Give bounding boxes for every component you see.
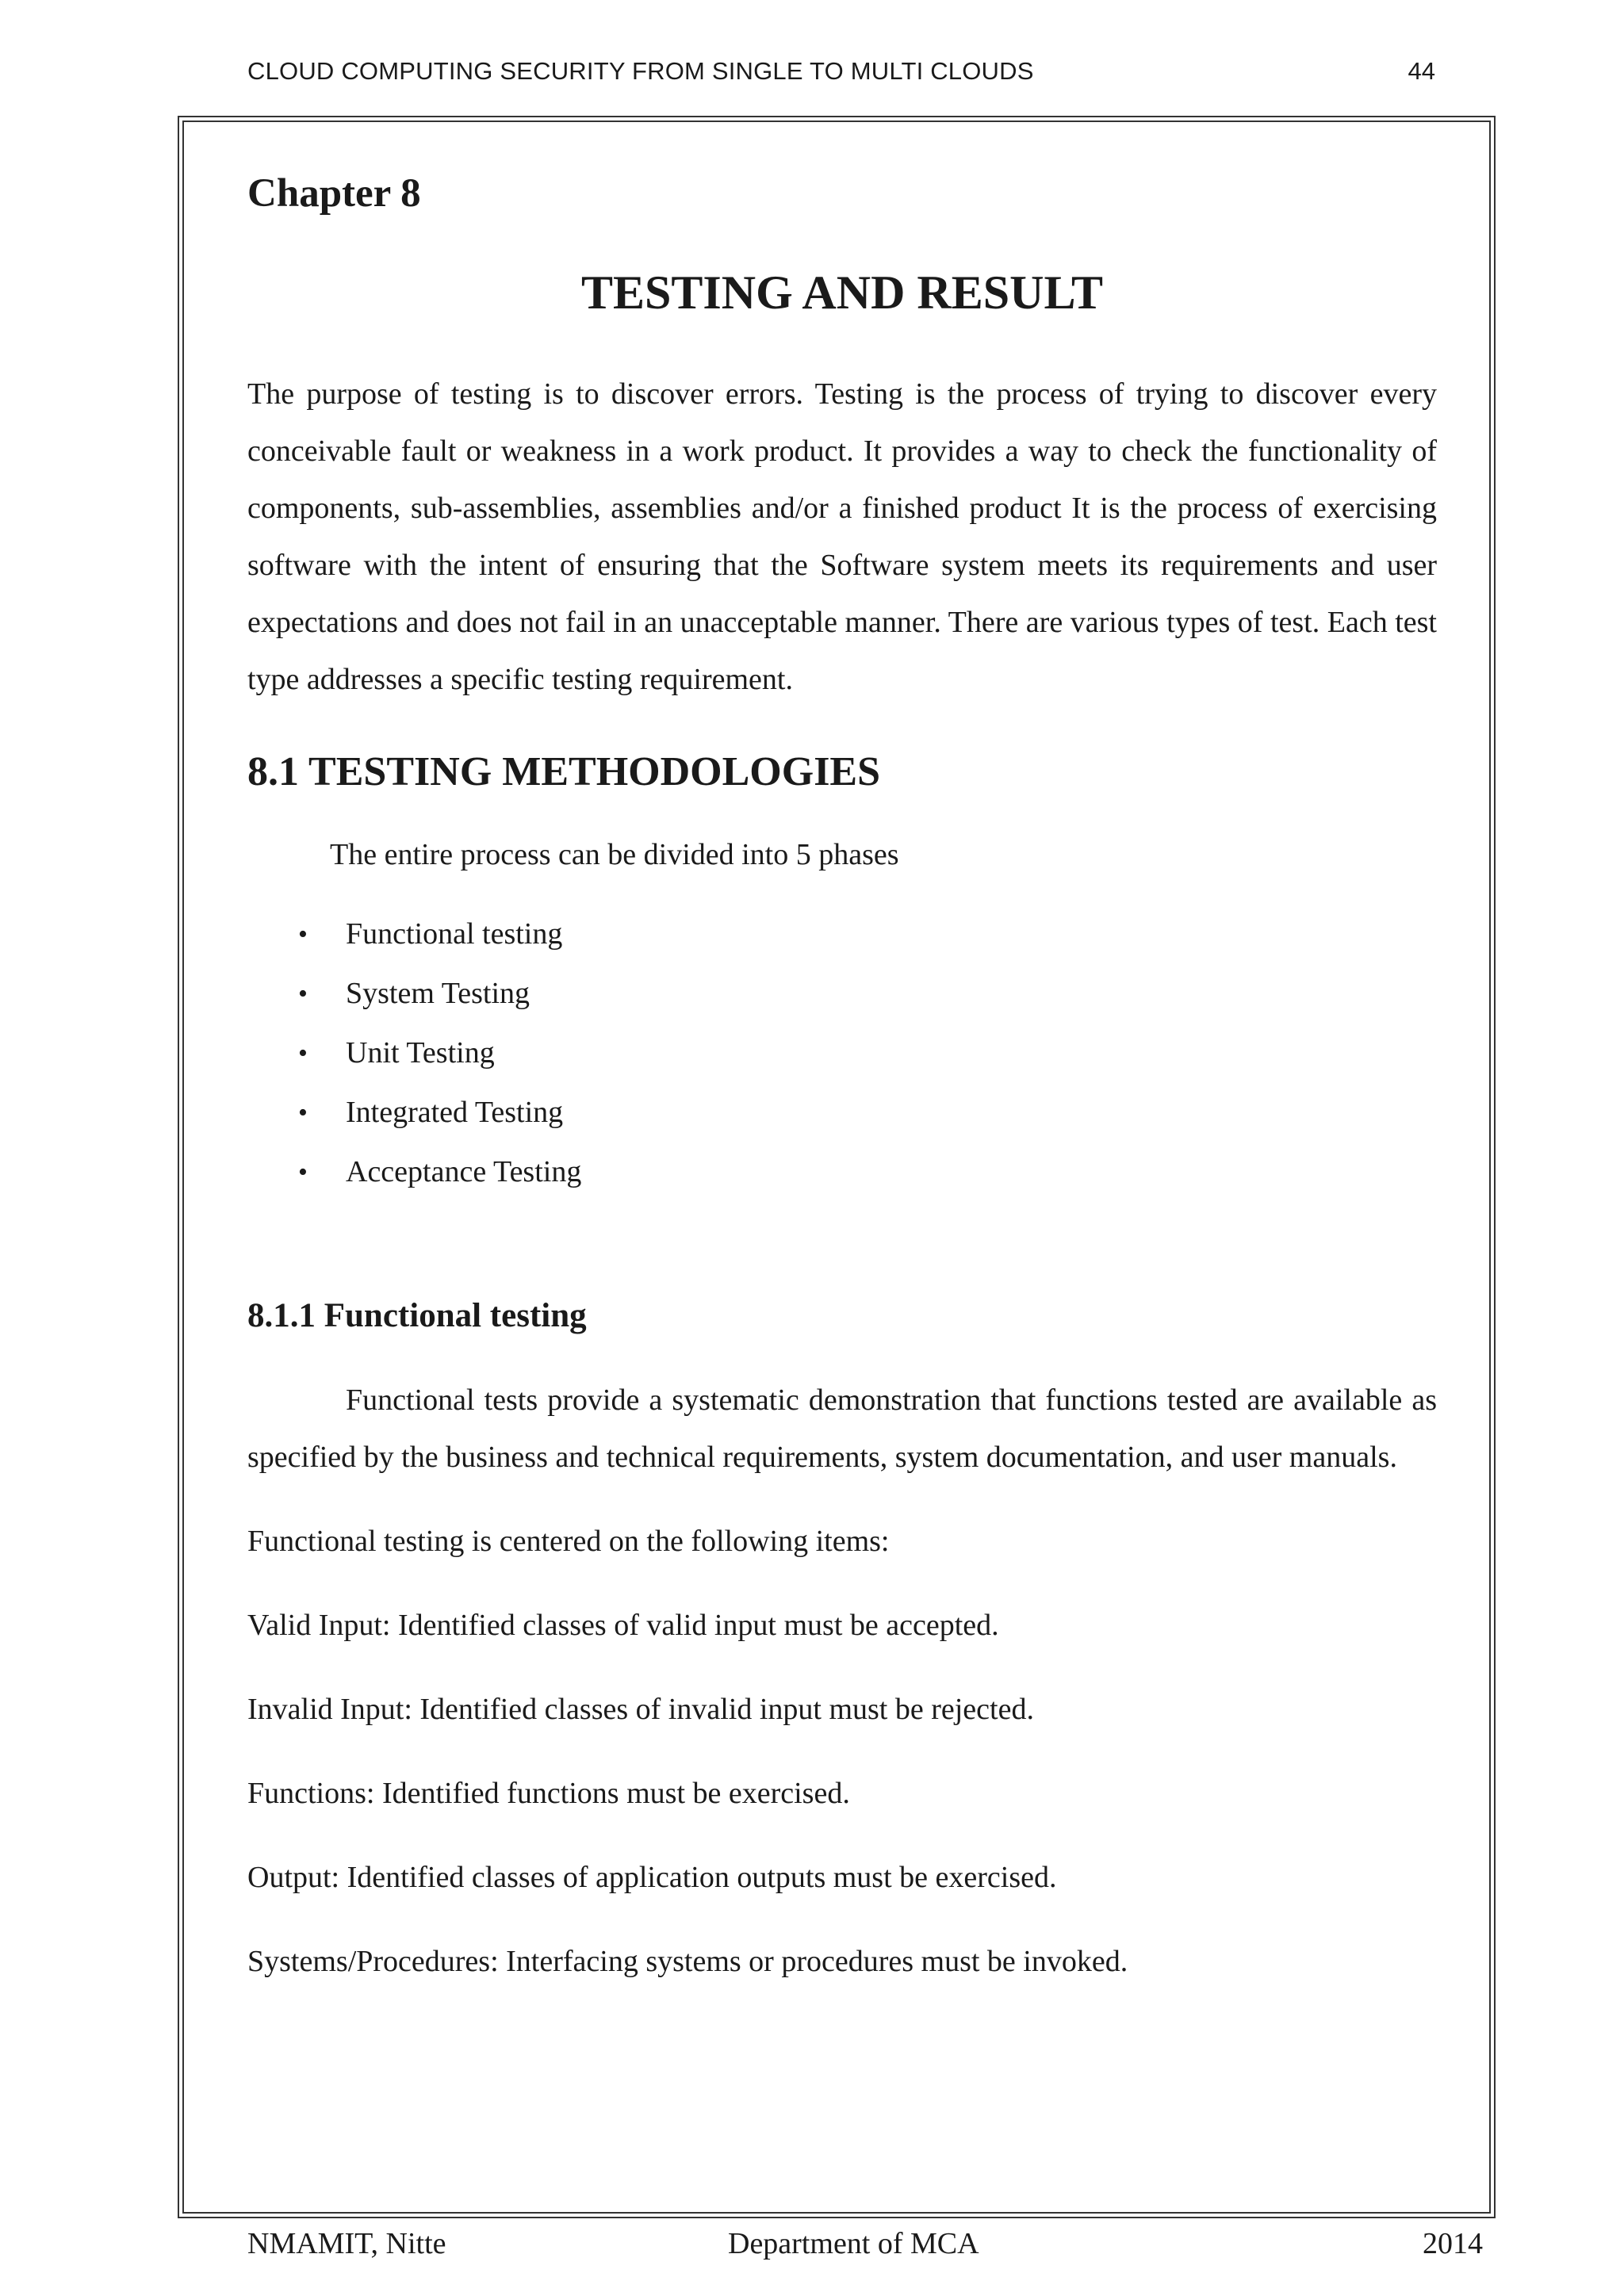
footer-institution: NMAMIT, Nitte <box>247 2227 446 2260</box>
subsection-heading-functional-testing: 8.1.1 Functional testing <box>247 1297 587 1335</box>
item-output: Output: Identified classes of application outputs must be exercised. <box>247 1860 1057 1894</box>
list-item <box>247 905 1437 964</box>
list-item-label: Acceptance Testing <box>346 1155 582 1189</box>
list-item-label: System Testing <box>346 977 530 1011</box>
chapter-title: TESTING AND RESULT <box>580 266 1104 320</box>
item-systems-procedures: Systems/Procedures: Interfacing systems or procedures must be invoked. <box>247 1944 1128 1978</box>
phases-lead-text: The entire process can be divided into 5 phases <box>330 837 899 871</box>
running-header: CLOUD COMPUTING SECURITY FROM SINGLE TO MULTI CLOUDS <box>247 57 1034 85</box>
section-heading-testing-methodologies: 8.1 TESTING METHODOLOGIES <box>247 749 881 795</box>
list-item <box>247 1024 1437 1083</box>
bullet-icon: • <box>298 1098 308 1128</box>
bullet-icon: • <box>298 1158 308 1188</box>
intro-paragraph: The purpose of testing is to discover errors. Testing is the process of trying to discover every conceivable fault or weakness in a work product. It provides a way to check the functionality of components, sub-assemblies, assemblies and/or a finished product It is the process of exercising software with the intent of ensuring that the Software system meets its requirements and user expectations and does not fail in an unacceptable manner. There are various types of test. Each test type addresses a specific testing requirement. <box>247 377 1437 697</box>
bullet-icon: • <box>298 979 308 1009</box>
item-invalid-input: Invalid Input: Identified classes of invalid input must be rejected. <box>247 1692 1034 1726</box>
item-valid-input: Valid Input: Identified classes of valid input must be accepted. <box>247 1608 999 1642</box>
bullet-icon: • <box>298 920 308 950</box>
list-item <box>247 964 1437 1024</box>
item-functions: Functions: Identified functions must be exercised. <box>247 1776 850 1810</box>
list-item-label: Integrated Testing <box>346 1096 564 1130</box>
list-item <box>247 1083 1437 1142</box>
footer-year: 2014 <box>1423 2227 1483 2260</box>
footer-department: Department of MCA <box>728 2227 979 2260</box>
list-item-label: Unit Testing <box>346 1036 495 1070</box>
phase-list <box>247 905 1437 1202</box>
chapter-label: Chapter 8 <box>247 171 421 216</box>
items-intro-text: Functional testing is centered on the following items: <box>247 1524 890 1558</box>
bullet-icon: • <box>298 1039 308 1069</box>
page-number: 44 <box>1408 57 1435 85</box>
list-item-label: Functional testing <box>346 917 563 951</box>
list-item <box>247 1142 1437 1202</box>
page-content <box>247 159 1437 1990</box>
functional-testing-paragraph: Functional tests provide a systematic demonstration that functions tested are available as specified by the business and technical requirements, system documentation, and user manuals. <box>247 1383 1437 1474</box>
